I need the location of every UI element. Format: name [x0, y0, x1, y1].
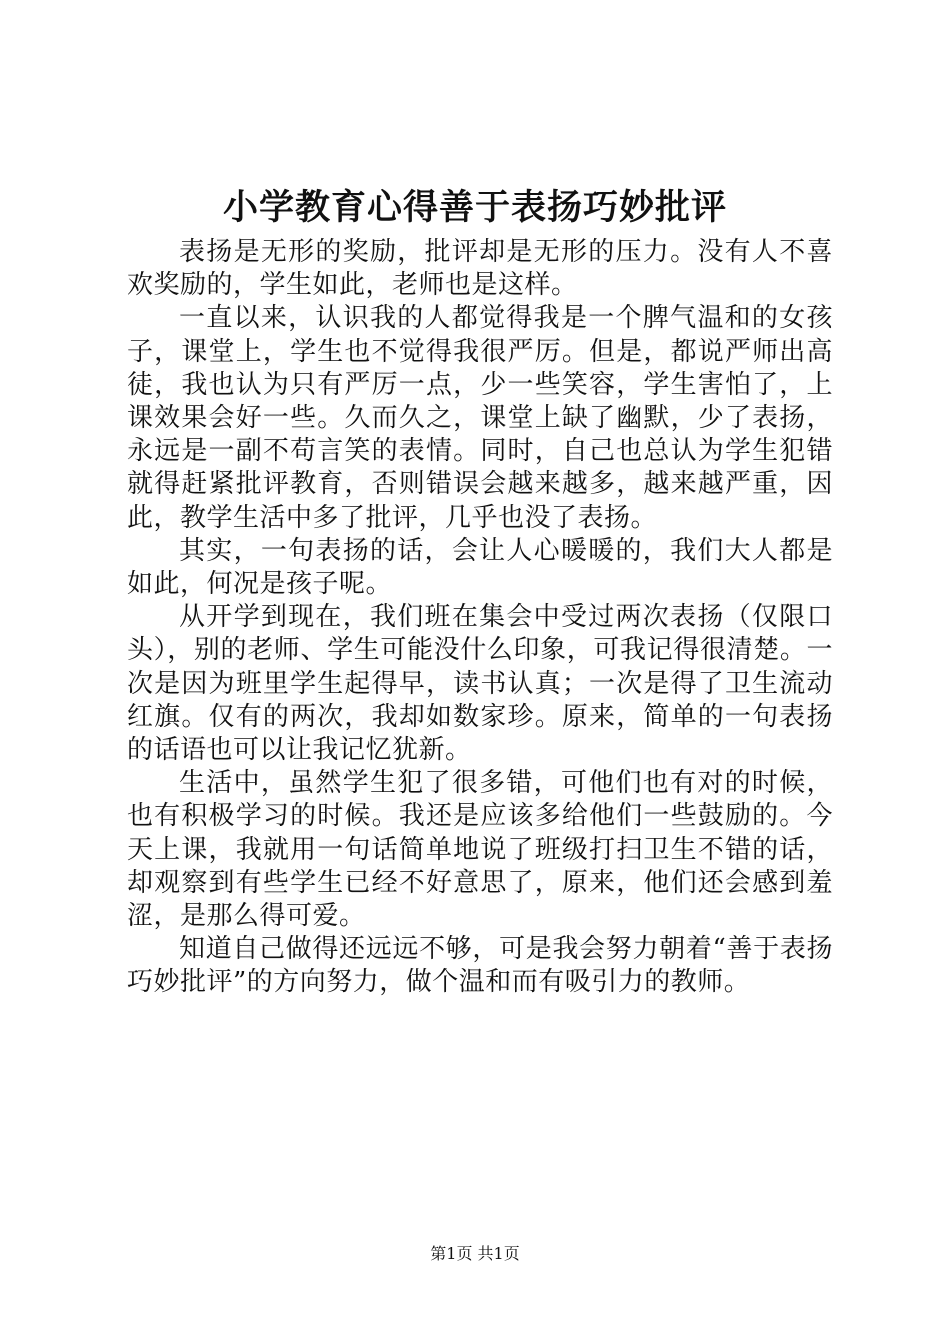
document-body	[127, 236, 833, 1000]
paragraph: 从开学到现在，我们班在集会中受过两次表扬（仅限口头），别的老师、学生可能没什么印象，可我记得很清楚。一次是因为班里学生起得早，读书认真；一次是得了卫生流动红旗。仅有的两次，我却如数家珍。原来，简单的一句表扬的话语也可以让我记忆犹新。	[127, 602, 833, 766]
paragraph: 生活中，虽然学生犯了很多错，可他们也有对的时候，也有积极学习的时候。我还是应该多给他们一些鼓励的。今天上课，我就用一句话简单地说了班级打扫卫生不错的话，却观察到有些学生已经不好意思了，原来，他们还会感到羞涩，是那么得可爱。	[127, 768, 833, 932]
document-title: 小学教育心得善于表扬巧妙批评	[222, 187, 727, 228]
paragraph: 表扬是无形的奖励，批评却是无形的压力。没有人不喜欢奖励的，学生如此，老师也是这样。	[127, 237, 833, 301]
paragraph: 其实，一句表扬的话，会让人心暖暖的，我们大人都是如此，何况是孩子呢。	[127, 535, 833, 600]
page-footer: 第1页 共1页	[430, 1244, 520, 1263]
paragraph: 知道自己做得还远远不够，可是我会努力朝着“善于表扬巧妙批评”的方向努力，做个温和而有吸引力的教师。	[127, 934, 833, 998]
paragraph: 一直以来，认识我的人都觉得我是一个脾气温和的女孩子，课堂上，学生也不觉得我很严厉。但是，都说严师出高徒，我也认为只有严厉一点，少一些笑容，学生害怕了，上课效果会好一些。久而久之，课堂上缺了幽默，少了表扬，永远是一副不苟言笑的表情。同时，自己也总认为学生犯错就得赶紧批评教育，否则错误会越来越多，越来越严重，因此，教学生活中多了批评，几乎也没了表扬。	[127, 303, 833, 533]
